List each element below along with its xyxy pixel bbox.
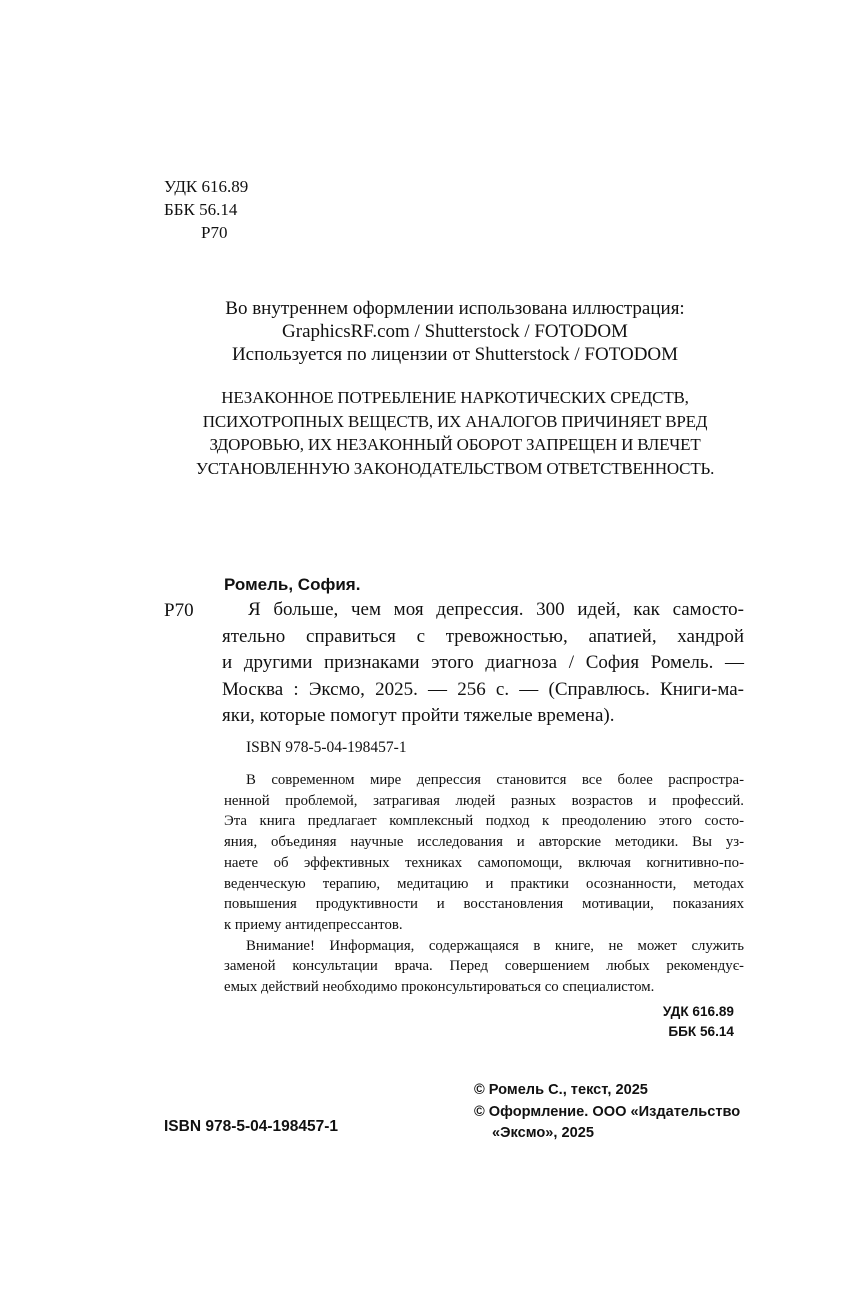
warning-line: ПСИХОТРОПНЫХ ВЕЩЕСТВ, ИХ АНАЛОГОВ ПРИЧИНЯЕТ ВРЕД — [202, 411, 708, 431]
bib-line: Москва : Эксмо, 2025. — 256 с. — (Справлюсь. Книги-ма- — [222, 678, 744, 700]
classification-block — [164, 175, 248, 244]
record-author: Ромель, София. — [224, 575, 361, 594]
illustration-credits — [160, 297, 750, 366]
warning-line: ЗДОРОВЬЮ, ИХ НЕЗАКОННЫЙ ОБОРОТ ЗАПРЕЩЕН И ВЛЕЧЕТ — [209, 435, 701, 454]
bibliographic-description — [222, 597, 744, 730]
annotation-line: яния, объединяя научные исследования и авторские методики. Вы уз- — [224, 834, 744, 851]
credits-line: GraphicsRF.com / Shutterstock / FOTODOM — [282, 321, 628, 342]
annotation-line: Эта книга предлагает комплексный подход к преодолению этого состо- — [224, 813, 744, 830]
annotation-line: веденческую терапию, медитацию и практики осознанности, методах — [224, 875, 744, 892]
udk-code: УДК 616.89 — [164, 177, 249, 196]
bib-line: Я больше, чем моя депрессия. 300 идей, как самосто- — [248, 599, 744, 620]
annotation-line: В современном мире депрессия становится все более распростра- — [246, 772, 744, 788]
bbk-code: ББК 56.14 — [668, 1024, 734, 1039]
warning-line: НЕЗАКОННОЕ ПОТРЕБЛЕНИЕ НАРКОТИЧЕСКИХ СРЕДСТВ, — [221, 388, 689, 407]
bib-line: и другими признаками этого диагноза / София Ромель. — — [222, 652, 744, 674]
copyright-design: © Оформление. ООО «Издательство — [474, 1103, 741, 1120]
annotation-classification — [560, 1002, 734, 1042]
annotation — [224, 770, 744, 998]
record-isbn: ISBN 978-5-04-198457-1 — [246, 739, 407, 756]
annotation-line: повышения продуктивности и восстановления мотивации, показаниях — [224, 896, 744, 913]
credits-line: Во внутреннем оформлении использована иллюстрация: — [225, 298, 685, 319]
udk-code: УДК 616.89 — [662, 1004, 734, 1019]
annotation-line: заменой консультации врача. Перед совершением любых рекомендує- — [224, 958, 744, 975]
record-author-mark: Р70 — [164, 600, 194, 621]
annotation-line: наете об эффективных техниках самопомощи, включая когнитивно-по- — [224, 854, 744, 871]
footer-isbn: ISBN 978-5-04-198457-1 — [164, 1118, 339, 1135]
warning-line: УСТАНОВЛЕННУЮ ЗАКОНОДАТЕЛЬСТВОМ ОТВЕТСТВЕННОСТЬ. — [195, 458, 715, 478]
copyright-block — [474, 1080, 740, 1145]
bib-line: яки, которые помогут пройти тяжелые времена). — [222, 705, 615, 727]
author-mark: Р70 — [201, 223, 228, 242]
bib-line: ятельно справиться с тревожностью, апатией, хандрой — [222, 625, 744, 647]
legal-warning — [160, 386, 750, 480]
annotation-line: емых действий необходимо проконсультироваться со специалистом. — [224, 979, 655, 996]
annotation-line: ненной проблемой, затрагивая людей разных возрастов и профессий. — [224, 792, 744, 809]
copyright-text: © Ромель С., текст, 2025 — [474, 1082, 648, 1098]
annotation-line: Внимание! Информация, содержащаяся в книге, не может служить — [246, 937, 744, 954]
bbk-code: ББК 56.14 — [164, 200, 238, 219]
annotation-line: к приему антидепрессантов. — [224, 916, 403, 933]
credits-line: Используется по лицензии от Shutterstock / FOTODOM — [231, 344, 679, 365]
copyright-design-cont: «Эксмо», 2025 — [492, 1125, 594, 1141]
